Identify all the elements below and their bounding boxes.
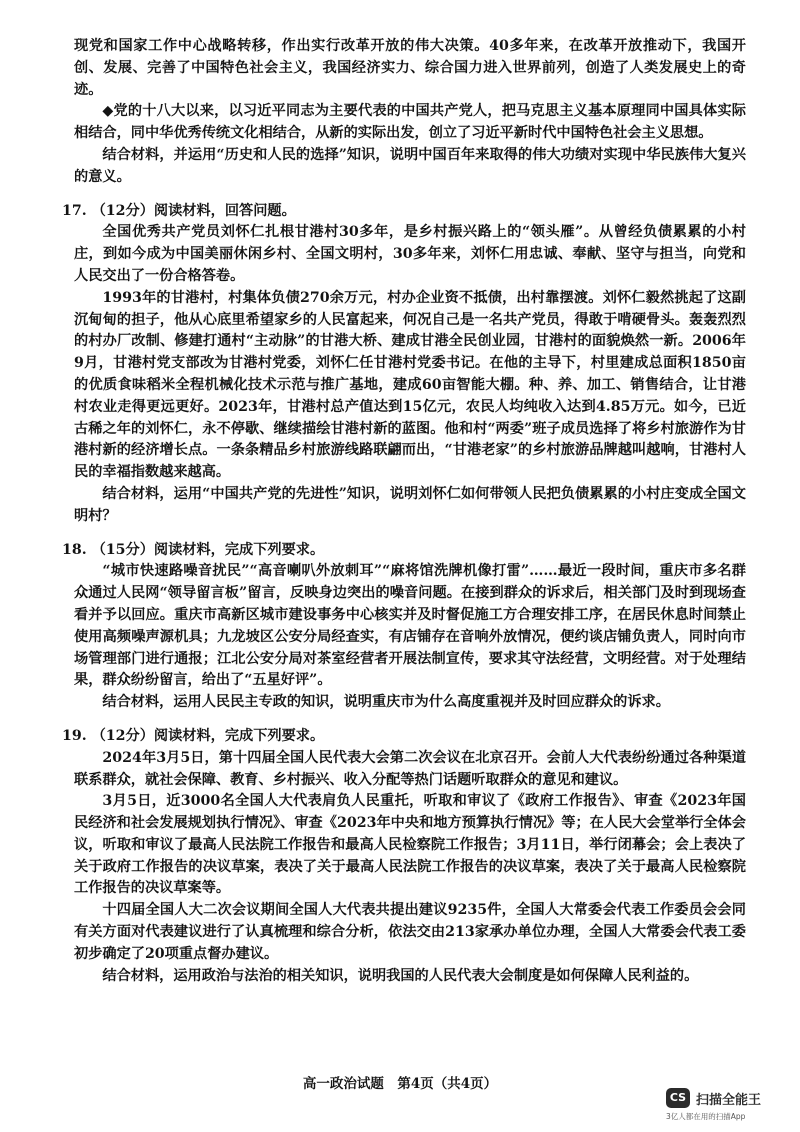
question-19-paragraph-3: 十四届全国人大二次会议期间全国人大代表共提出建议9235件，全国人大常委会代表工作委员会会同有关方面对代表建议进行了认真梳理和综合分析，依法交由213家承办单位办理，全国人大常委会代表工委初步确定了20项重点督办建议。 — [74, 902, 746, 962]
intro-paragraph-1: 现党和国家工作中心战略转移，作出实行改革开放的伟大决策。40多年来，在改革开放推动下，我国开创、发展、完善了中国特色社会主义，我国经济实力、综合国力进入世界前列，创造了人类发展史上的奇迹。 — [74, 38, 746, 98]
question-18-prompt: 结合材料，运用人民民主专政的知识，说明重庆市为什么高度重视并及时回应群众的诉求。 — [102, 694, 670, 711]
page-content — [62, 36, 746, 987]
question-17-heading: 17. （12分）阅读材料，回答问题。 — [62, 202, 296, 219]
watermark-app-name: 扫描全能王 — [696, 1093, 762, 1108]
camscanner-logo-icon: CS — [666, 1088, 690, 1108]
question-19-heading: 19. （12分）阅读材料，完成下列要求。 — [62, 727, 325, 744]
question-19-paragraph-1: 2024年3月5日，第十四届全国人民代表大会第二次会议在北京召开。会前人大代表纷纷通过各种渠道联系群众，就社会保障、教育、乡村振兴、收入分配等热门话题听取群众的意见和建议。 — [74, 749, 746, 788]
question-19-prompt: 结合材料，运用政治与法治的相关知识，说明我国的人民代表大会制度是如何保障人民利益的。 — [102, 967, 699, 984]
page-footer: 高一政治试题 第4页（共4页） — [302, 1076, 498, 1092]
intro-paragraph-2: ◆党的十八大以来，以习近平同志为主要代表的中国共产党人，把马克思主义基本原理同中国具体实际相结合，同中华优秀传统文化相结合，从新的实际出发，创立了习近平新时代中国特色社会主义思想。 — [74, 103, 746, 142]
question-17-paragraph-2: 1993年的甘港村，村集体负债270余万元，村办企业资不抵债，出村靠摆渡。刘怀仁毅然挑起了这副沉甸甸的担子，他从心底里希望家乡的人民富起来，何况自己是一名共产党员，得敢于啃硬骨头。轰轰烈烈的村办厂改制、修建打通村“主动脉”的甘港大桥、建成甘港全民创业园，甘港村的面貌焕然一新。2006年9月，甘港村党支部改为甘港村党委，刘怀仁任甘港村党委书记。在他的主导下，村里建成总面积1850亩的优质食味稻米全程机械化技术示范与推广基地，建成60亩智能大棚。种、养、加工、销售结合，让甘港村农业走得更远更好。2023年，甘港村总产值达到15亿元，农民人均纯收入达到4.85万元。如今，已近古稀之年的刘怀仁，永不停歇、继续描绘甘港村新的蓝图。他和村“两委”班子成员选择了将乡村旅游作为甘港村新的经济增长点。一条条精品乡村旅游线路联翩而出，“甘港老家”的乡村旅游品牌越叫越响，甘港村人民的幸福指数越来越高。 — [74, 289, 746, 481]
question-18-heading: 18. （15分）阅读材料，完成下列要求。 — [62, 541, 325, 558]
intro-question: 结合材料，并运用“历史和人民的选择”知识，说明中国百年来取得的伟大功绩对实现中华民族伟大复兴的意义。 — [74, 146, 746, 185]
watermark-slogan: 3亿人都在用的扫描App — [666, 1112, 746, 1121]
question-18-paragraph-1: “城市快速路噪音扰民”“高音喇叭外放刺耳”“麻将馆洗牌机像打雷”……最近一段时间，重庆市多名群众通过人民网“领导留言板”留言，反映身边突出的噪音问题。在接到群众的诉求后，相关部门及时到现场查看并予以回应。重庆市高新区城市建设事务中心核实并及时督促施工方合理安排工序，在居民休息时间禁止使用高频噪声源机具；九龙坡区公安分局经查实，有店铺存在音响外放情况，便约谈店铺负责人，同时向市场管理部门进行通报；江北公安分局对茶室经营者开展法制宣传，要求其守法经营，文明经营。对于处理结果，群众纷纷留言，给出了“五星好评”。 — [74, 563, 746, 689]
question-17-paragraph-1: 全国优秀共产党员刘怀仁扎根甘港村30多年，是乡村振兴路上的“领头雁”。从曾经负债累累的小村庄，到如今成为中国美丽休闲乡村、全国文明村，30多年来，刘怀仁用忠诚、奉献、坚守与担当，向党和人民交出了一份合格答卷。 — [74, 224, 746, 284]
scanner-watermark — [666, 1088, 786, 1122]
question-19-paragraph-2: 3月5日，近3000名全国人大代表肩负人民重托，听取和审议了《政府工作报告》、审查《2023年国民经济和社会发展规划执行情况》、审查《2023年中央和地方预算执行情况》等；在人民大会堂举行全体会议，听取和审议了最高人民法院工作报告和最高人民检察院工作报告；3月11日，举行闭幕会；会上表决了关于政府工作报告的决议草案，表决了关于最高人民法院工作报告的决议草案，表决了关于最高人民检察院工作报告的决议草案等。 — [74, 793, 746, 897]
question-17-prompt: 结合材料，运用“中国共产党的先进性”知识，说明刘怀仁如何带领人民把负债累累的小村庄变成全国文明村？ — [74, 485, 746, 524]
